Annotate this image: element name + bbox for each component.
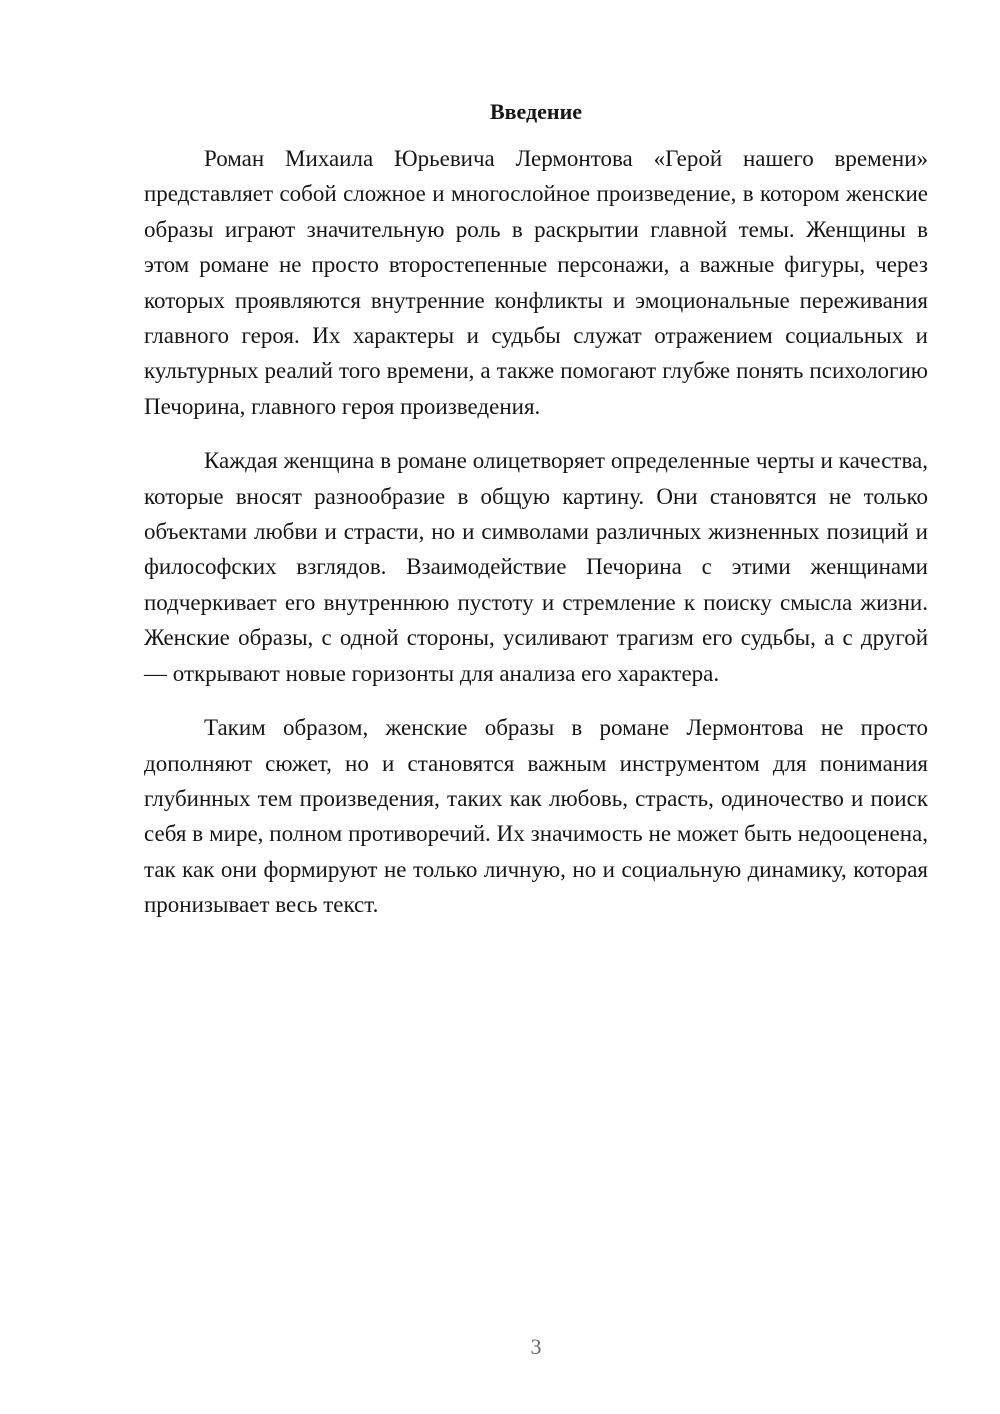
page-number: 3	[530, 1334, 542, 1359]
paragraph-3: Таким образом, женские образы в романе Лермонтова не просто дополняют сюжет, но и становятся важным инструментом для понимания глубинных тем произведения, таких как любовь, страсть, одиночество и поиск себя в мире, полном противоречий. Их значимость не может быть недооценена, так как они формируют не только личную, но и социальную динамику, которая пронизывает весь текст.	[144, 715, 928, 918]
section-heading: Введение	[489, 99, 583, 124]
paragraph-1: Роман Михаила Юрьевича Лермонтова «Герой нашего времени» представляет собой сложное и многослойное произведение, в котором женские образы играют значительную роль в раскрытии главной темы. Женщины в этом романе не просто второстепенные персонажи, а важные фигуры, через которых проявляются внутренние конфликты и эмоциональные переживания главного героя. Их характеры и судьбы служат отражением социальных и культурных реалий того времени, а также помогают глубже понять психологию Печорина, главного героя произведения.	[144, 146, 928, 419]
paragraph-2: Каждая женщина в романе олицетворяет определенные черты и качества, которые вносят разнообразие в общую картину. Они становятся не только объектами любви и страсти, но и символами различных жизненных позиций и философских взглядов. Взаимодействие Печорина с этими женщинами подчеркивает его внутреннюю пустоту и стремление к поиску смысла жизни. Женские образы, с одной стороны, усиливают трагизм его судьбы, а с другой — открывают новые горизонты для анализа его характера.	[144, 448, 928, 686]
body-text	[144, 141, 928, 942]
